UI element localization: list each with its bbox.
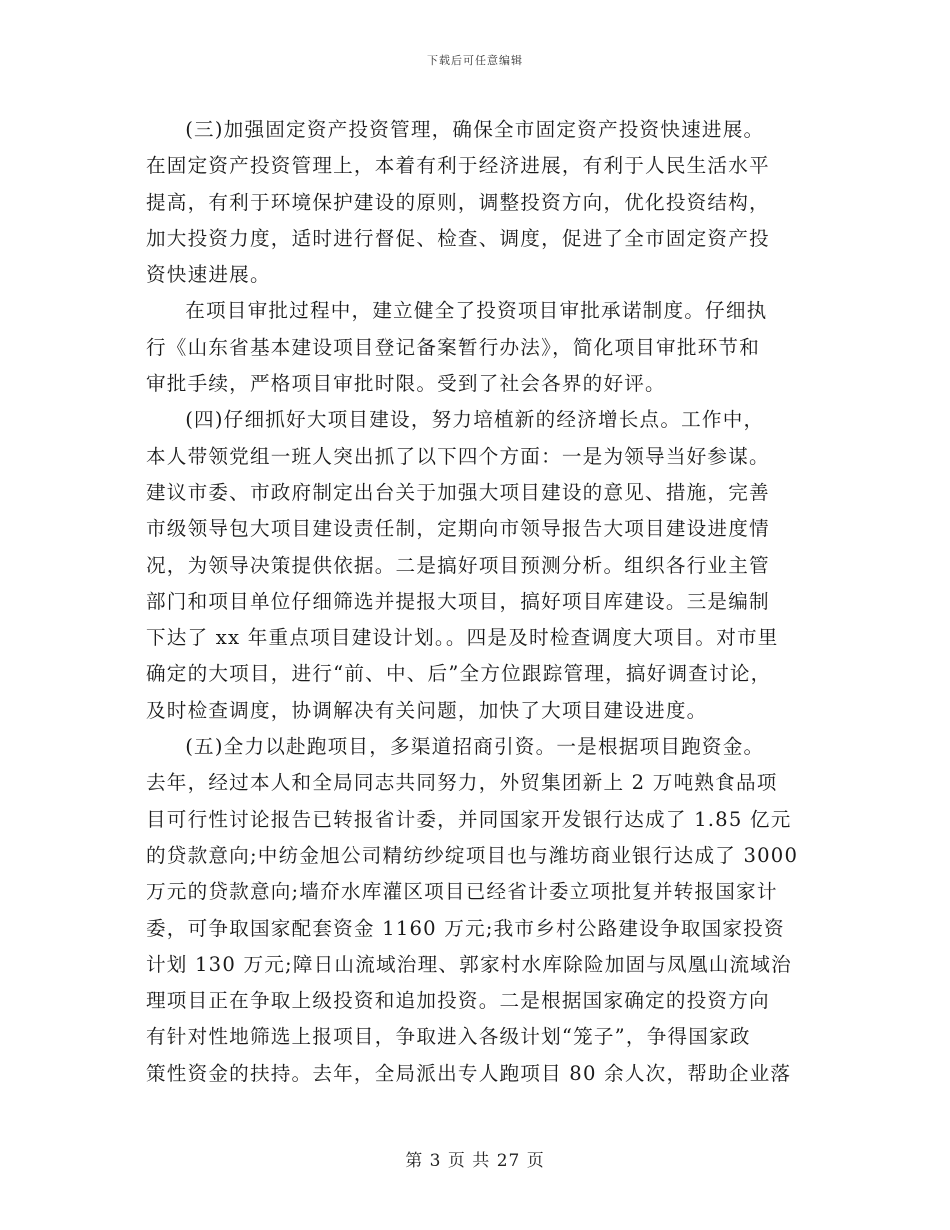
text-line: 在项目审批过程中，建立健全了投资项目审批承诺制度。仔细执 — [185, 299, 768, 323]
document-body — [146, 112, 806, 1092]
text-line: 确定的大项目，进行“前、中、后”全方位跟踪管理，搞好调查讨论， — [146, 662, 772, 686]
text-line: 资快速进展。 — [146, 263, 271, 287]
text-line: 目可行性讨论报告已转报省计委，并同国家开发银行达成了 1.85 亿元 — [146, 807, 792, 831]
text-line: 况，为领导决策提供依据。二是搞好项目预测分析。组织各行业主管 — [146, 553, 770, 577]
text-line: (三)加强固定资产投资管理，确保全市固定资产投资快速进展。 — [185, 118, 765, 141]
text-line: 审批手续，严格项目审批时限。受到了社会各界的好评。 — [146, 372, 666, 396]
text-line: 加大投资力度，适时进行督促、检查、调度，促进了全市固定资产投 — [146, 226, 770, 250]
text-line: 理项目正在争取上级投资和追加投资。二是根据国家确定的投资方向 — [146, 989, 770, 1013]
paragraph-3 — [146, 112, 806, 293]
page-number-footer: 第 3 页 共 27 页 — [405, 1151, 545, 1171]
text-line: 委，可争取国家配套资金 1160 万元;我市乡村公路建设争取国家投资 — [146, 916, 785, 940]
paragraph-approval — [146, 293, 806, 402]
text-line: (五)全力以赴跑项目，多渠道招商引资。一是根据项目跑资金。 — [185, 735, 765, 759]
page-header: 下载后可任意编辑 — [427, 54, 523, 67]
text-line: 下达了 xx 年重点项目建设计划。。四是及时检查调度大项目。对市里 — [146, 626, 779, 650]
text-line: 有针对性地筛选上报项目，争取进入各级计划“笼子”，争得国家政 — [146, 1025, 751, 1049]
text-line: 万元的贷款意向;墙夼水库灌区项目已经省计委立项批复并转报国家计 — [146, 880, 778, 904]
paragraph-4 — [146, 402, 806, 729]
text-line: 行《山东省基本建设项目登记备案暂行办法》，简化项目审批环节和 — [146, 335, 761, 359]
text-line: 去年，经过本人和全局同志共同努力，外贸集团新上 2 万吨熟食品项 — [146, 771, 778, 795]
text-line: 在固定资产投资管理上，本着有利于经济进展，有利于人民生活水平 — [146, 154, 770, 178]
text-line: 策性资金的扶持。去年，全局派出专人跑项目 80 余人次，帮助企业落 — [146, 1061, 792, 1085]
text-line: 计划 130 万元;障日山流域治理、郭家村水库除险加固与凤凰山流域治 — [146, 952, 792, 976]
text-line: 本人带领党组一班人突出抓了以下四个方面：一是为领导当好参谋。 — [146, 444, 770, 468]
text-line: 建议市委、市政府制定出台关于加强大项目建设的意见、措施，完善 — [146, 480, 770, 504]
text-line: 的贷款意向;中纺金旭公司精纺纱绽项目也与潍坊商业银行达成了 3000 — [146, 843, 799, 867]
text-line: (四)仔细抓好大项目建设，努力培植新的经济增长点。工作中， — [185, 408, 765, 432]
text-line: 市级领导包大项目建设责任制，定期向市领导报告大项目建设进度情 — [146, 517, 770, 541]
paragraph-5 — [146, 729, 806, 1092]
text-line: 及时检查调度，协调解决有关问题，加快了大项目建设进度。 — [146, 698, 708, 722]
text-line: 提高，有利于环境保护建设的原则，调整投资方向，优化投资结构， — [146, 190, 770, 214]
text-line: 部门和项目单位仔细筛选并提报大项目，搞好项目库建设。三是编制 — [146, 589, 770, 613]
